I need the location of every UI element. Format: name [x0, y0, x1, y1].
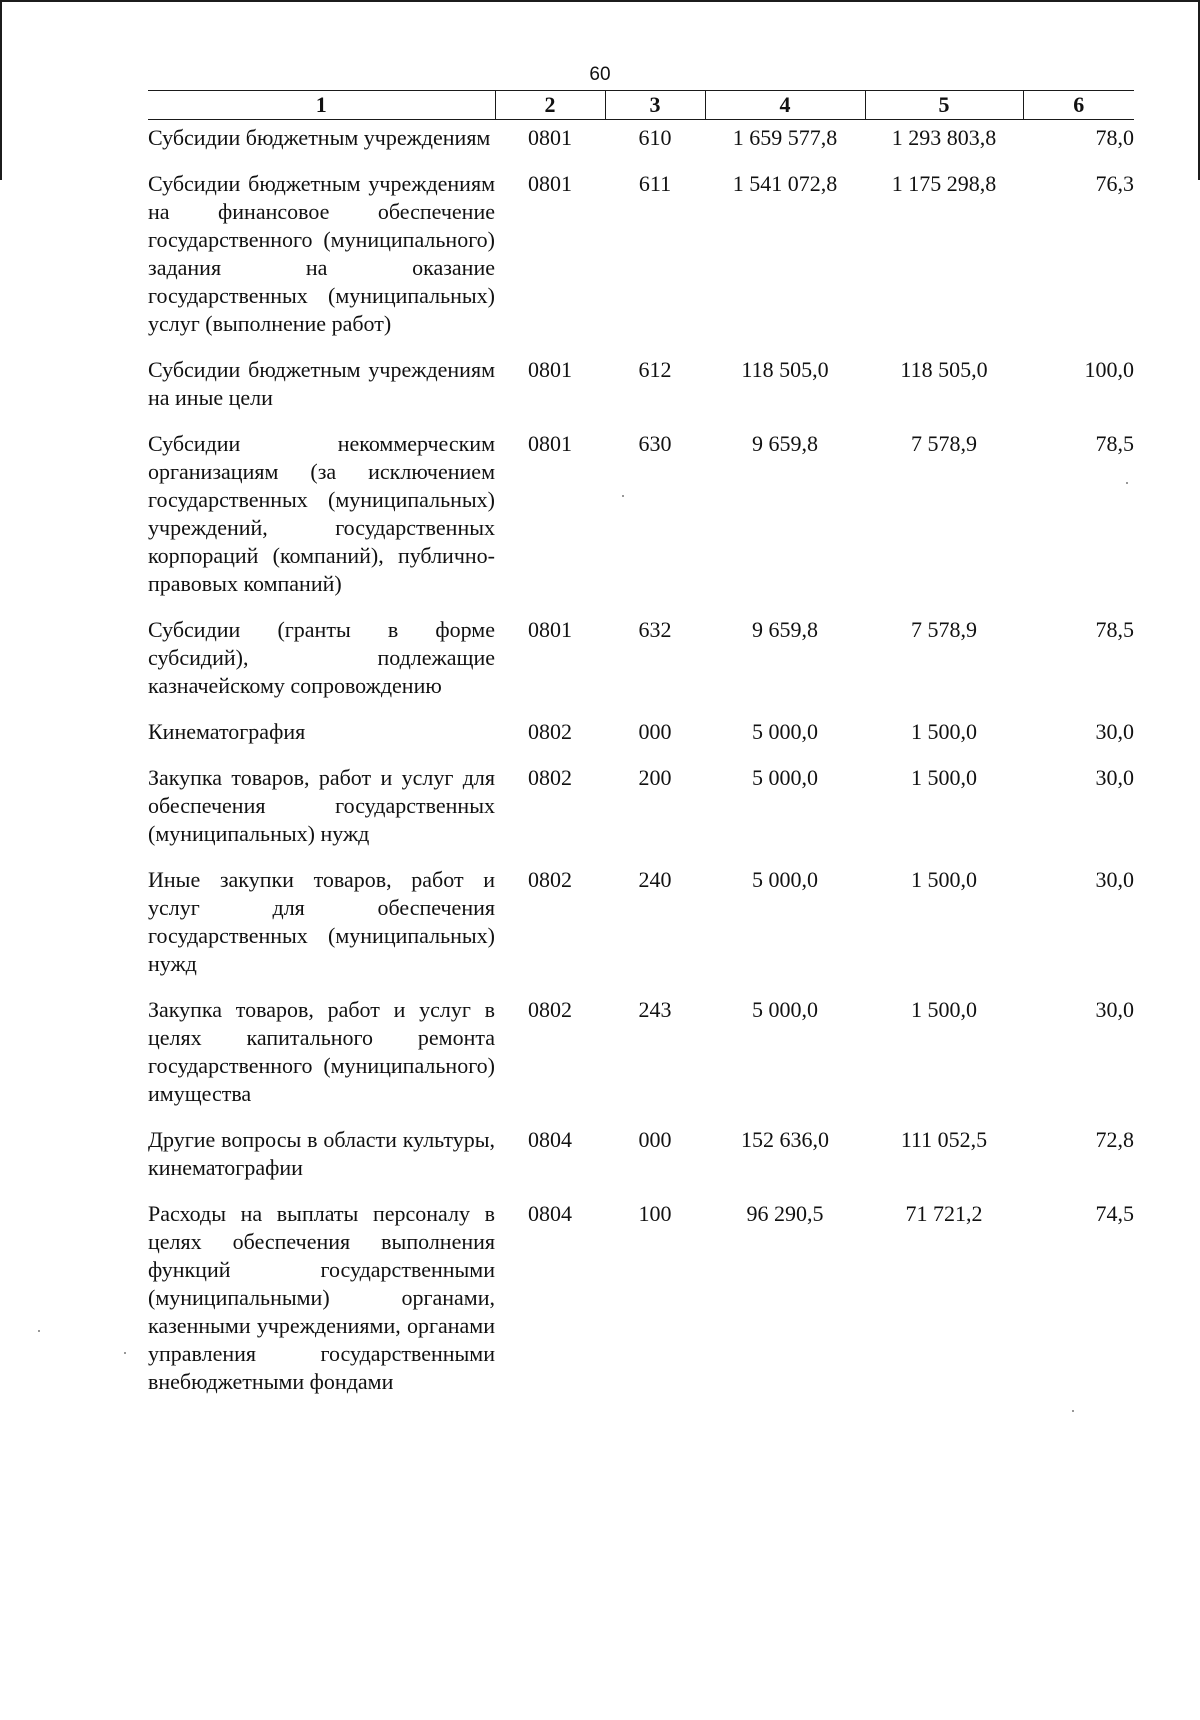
- table-row: [148, 760, 1134, 862]
- row-plan: 96 290,5: [746, 1201, 824, 1226]
- table-row: [148, 120, 1134, 167]
- row-percent: 30,0: [1095, 765, 1134, 790]
- row-section: 0804: [528, 1127, 572, 1152]
- row-plan: 1 659 577,8: [732, 125, 838, 150]
- row-percent: 76,3: [1095, 171, 1134, 196]
- scan-speck: [124, 1352, 126, 1354]
- row-percent: 30,0: [1095, 867, 1134, 892]
- column-header-2: 2: [495, 91, 605, 120]
- row-section: 0801: [528, 431, 572, 456]
- page-number: 60: [589, 64, 611, 85]
- row-name: Субсидии бюджетным учреждениям на финансовое обеспечение государственного (муниципального) задания на оказание государственных (муниципальных) услуг (выполнение работ): [148, 171, 495, 336]
- row-name: Расходы на выплаты персоналу в целях обеспечения выполнения функций государственными (муниципальными) органами, казенными учреждениями, органами управления государственными внебюджетными фондами: [148, 1201, 495, 1394]
- table-header: [148, 91, 1134, 120]
- table-row: [148, 1196, 1134, 1410]
- row-expense-type: 630: [638, 431, 672, 456]
- row-expense-type: 611: [638, 171, 672, 196]
- table-row: [148, 1122, 1134, 1196]
- row-plan: 118 505,0: [741, 357, 829, 382]
- row-expense-type: 000: [638, 719, 672, 744]
- scan-speck: [1126, 482, 1128, 484]
- row-percent: 30,0: [1095, 719, 1134, 744]
- row-expense-type: 000: [638, 1127, 672, 1152]
- column-header-4: 4: [705, 91, 865, 120]
- row-name: Субсидии бюджетным учреждениям на иные цели: [148, 357, 495, 410]
- row-expense-type: 243: [638, 997, 672, 1022]
- row-percent: 78,5: [1095, 617, 1134, 642]
- row-actual: 1 175 298,8: [891, 171, 997, 196]
- row-plan: 5 000,0: [752, 867, 818, 892]
- scan-speck: [622, 495, 624, 497]
- row-plan: 152 636,0: [741, 1127, 829, 1152]
- scan-speck: [1072, 1410, 1074, 1412]
- table-body: [148, 120, 1134, 1411]
- column-header-5: 5: [865, 91, 1023, 120]
- row-name: Субсидии некоммерческим организациям (за исключением государственных (муниципальных) учреждений, государственных корпораций (компаний), публично-правовых компаний): [148, 431, 495, 596]
- row-actual: 1 293 803,8: [891, 125, 997, 150]
- row-expense-type: 612: [638, 357, 672, 382]
- column-header-3: 3: [605, 91, 705, 120]
- row-actual: 118 505,0: [900, 357, 988, 382]
- row-name: Закупка товаров, работ и услуг в целях капитального ремонта государственного (муниципального) имущества: [148, 997, 495, 1106]
- row-actual: 1 500,0: [911, 719, 977, 744]
- row-name: Другие вопросы в области культуры, кинематографии: [148, 1127, 495, 1180]
- row-section: 0801: [528, 171, 572, 196]
- row-section: 0802: [528, 765, 572, 790]
- column-header-6: 6: [1023, 91, 1134, 120]
- row-percent: 74,5: [1095, 1201, 1134, 1226]
- row-name: Кинематография: [148, 719, 306, 744]
- table-row: [148, 862, 1134, 992]
- row-section: 0802: [528, 997, 572, 1022]
- table-row: [148, 714, 1134, 760]
- row-actual: 71 721,2: [905, 1201, 983, 1226]
- row-expense-type: 610: [638, 125, 672, 150]
- row-section: 0804: [528, 1201, 572, 1226]
- table-row: [148, 426, 1134, 612]
- row-plan: 9 659,8: [752, 617, 818, 642]
- header-row: [148, 91, 1134, 120]
- row-name: Закупка товаров, работ и услуг для обеспечения государственных (муниципальных) нужд: [148, 765, 495, 846]
- column-header-1: 1: [148, 91, 495, 120]
- row-plan: 5 000,0: [752, 997, 818, 1022]
- row-expense-type: 200: [638, 765, 672, 790]
- row-expense-type: 100: [638, 1201, 672, 1226]
- row-name: Субсидии (гранты в форме субсидий), подлежащие казначейскому сопровождению: [148, 617, 495, 698]
- row-percent: 78,5: [1095, 431, 1134, 456]
- scan-speck: [38, 1330, 40, 1332]
- table-row: [148, 166, 1134, 352]
- row-percent: 30,0: [1095, 997, 1134, 1022]
- table-row: [148, 352, 1134, 426]
- row-name: Субсидии бюджетным учреждениям: [148, 125, 491, 150]
- row-actual: 1 500,0: [911, 765, 977, 790]
- row-actual: 7 578,9: [911, 431, 977, 456]
- row-section: 0802: [528, 719, 572, 744]
- row-section: 0801: [528, 617, 572, 642]
- row-actual: 111 052,5: [900, 1127, 988, 1152]
- row-section: 0801: [528, 125, 572, 150]
- table-row: [148, 992, 1134, 1122]
- row-actual: 7 578,9: [911, 617, 977, 642]
- table-row: [148, 612, 1134, 714]
- row-percent: 72,8: [1095, 1127, 1134, 1152]
- row-section: 0802: [528, 867, 572, 892]
- row-plan: 5 000,0: [752, 719, 818, 744]
- budget-table: [148, 90, 1134, 1410]
- scan-left-edge: [0, 0, 2, 180]
- row-section: 0801: [528, 357, 572, 382]
- row-actual: 1 500,0: [911, 867, 977, 892]
- row-percent: 100,0: [1084, 357, 1134, 382]
- row-name: Иные закупки товаров, работ и услуг для обеспечения государственных (муниципальных) нужд: [148, 867, 495, 976]
- row-plan: 1 541 072,8: [732, 171, 838, 196]
- row-actual: 1 500,0: [911, 997, 977, 1022]
- row-expense-type: 240: [638, 867, 672, 892]
- scan-top-edge: [0, 0, 1200, 2]
- row-plan: 5 000,0: [752, 765, 818, 790]
- row-percent: 78,0: [1095, 125, 1134, 150]
- row-plan: 9 659,8: [752, 431, 818, 456]
- row-expense-type: 632: [638, 617, 672, 642]
